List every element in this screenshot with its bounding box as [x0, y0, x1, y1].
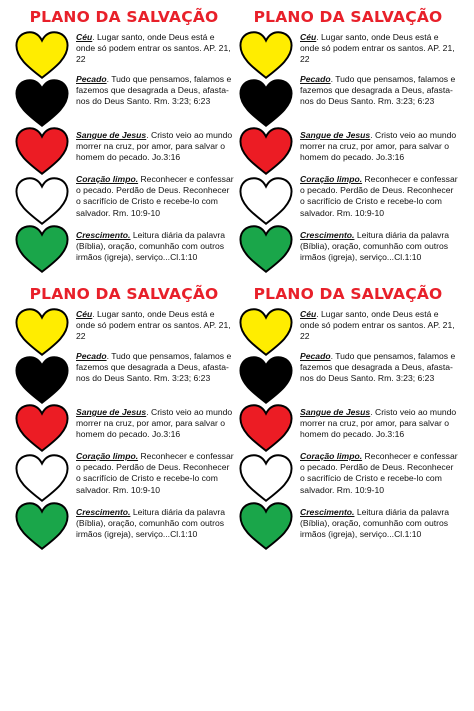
item-text-sangue: Sangue de Jesus. Cristo veio ao mundo morrer na cruz, por amor, para salvar o homem do pecado. Jo.3:16 — [300, 130, 457, 163]
item-text-pecado: Pecado. Tudo que pensamos, falamos e fazemos que desagrada a Deus, afasta-nos do Deus Santo. Rm. 3:23; 6:23 — [76, 351, 232, 384]
yellow-heart-icon — [14, 30, 70, 80]
item-text-crescimento: Crescimento. Leitura diária da palavra (Bíblia), oração, comunhão com outros irmãos (igreja), serviço...Cl.1:10 — [76, 507, 226, 540]
item-text-crescimento: Crescimento. Leitura diária da palavra (Bíblia), oração, comunhão com outros irmãos (igreja), serviço...Cl.1:10 — [76, 230, 226, 263]
black-heart-icon — [238, 355, 294, 405]
item-text-pecado: Pecado. Tudo que pensamos, falamos e fazemos que desagrada a Deus, afasta-nos do Deus Santo. Rm. 3:23; 6:23 — [300, 74, 456, 107]
green-heart-icon — [14, 224, 70, 274]
yellow-heart-icon — [14, 307, 70, 357]
salvation-card-bottom-right — [238, 285, 458, 555]
black-heart-icon — [14, 355, 70, 405]
item-text-coracao: Coração limpo. Reconhecer e confessar o pecado. Perdão de Deus. Reconhecer o sacrifício de Cristo e recebe-lo com salvador. Rm. 10:9-10 — [300, 451, 458, 495]
item-text-coracao: Coração limpo. Reconhecer e confessar o pecado. Perdão de Deus. Reconhecer o sacrifício de Cristo e recebe-lo com salvador. Rm. 10:9-10 — [300, 174, 458, 218]
card-title: PLANO DA SALVAÇÃO — [29, 8, 219, 26]
black-heart-icon — [238, 78, 294, 128]
item-text-pecado: Pecado. Tudo que pensamos, falamos e fazemos que desagrada a Deus, afasta-nos do Deus Santo. Rm. 3:23; 6:23 — [300, 351, 456, 384]
item-text-sangue: Sangue de Jesus. Cristo veio ao mundo morrer na cruz, por amor, para salvar o homem do pecado. Jo.3:16 — [76, 407, 233, 440]
card-title: PLANO DA SALVAÇÃO — [29, 285, 219, 303]
item-text-ceu: Céu. Lugar santo, onde Deus está e onde só podem entrar os santos. AP. 21, 22 — [300, 309, 455, 342]
item-text-coracao: Coração limpo. Reconhecer e confessar o pecado. Perdão de Deus. Reconhecer o sacrifício de Cristo e recebe-lo com salvador. Rm. 10:9-10 — [76, 174, 234, 218]
green-heart-icon — [14, 501, 70, 551]
white-heart-icon — [14, 176, 70, 226]
white-heart-icon — [14, 453, 70, 503]
salvation-card-bottom-left — [14, 285, 234, 555]
card-title: PLANO DA SALVAÇÃO — [253, 285, 443, 303]
item-text-sangue: Sangue de Jesus. Cristo veio ao mundo morrer na cruz, por amor, para salvar o homem do pecado. Jo.3:16 — [76, 130, 233, 163]
item-text-ceu: Céu. Lugar santo, onde Deus está e onde só podem entrar os santos. AP. 21, 22 — [76, 309, 231, 342]
red-heart-icon — [14, 403, 70, 453]
red-heart-icon — [238, 403, 294, 453]
red-heart-icon — [14, 126, 70, 176]
item-text-coracao: Coração limpo. Reconhecer e confessar o pecado. Perdão de Deus. Reconhecer o sacrifício de Cristo e recebe-lo com salvador. Rm. 10:9-10 — [76, 451, 234, 495]
item-text-ceu: Céu. Lugar santo, onde Deus está e onde só podem entrar os santos. AP. 21, 22 — [300, 32, 455, 65]
item-text-sangue: Sangue de Jesus. Cristo veio ao mundo morrer na cruz, por amor, para salvar o homem do pecado. Jo.3:16 — [300, 407, 457, 440]
yellow-heart-icon — [238, 307, 294, 357]
card-title: PLANO DA SALVAÇÃO — [253, 8, 443, 26]
item-text-crescimento: Crescimento. Leitura diária da palavra (Bíblia), oração, comunhão com outros irmãos (igreja), serviço...Cl.1:10 — [300, 230, 450, 263]
white-heart-icon — [238, 176, 294, 226]
yellow-heart-icon — [238, 30, 294, 80]
red-heart-icon — [238, 126, 294, 176]
salvation-card-top-right — [238, 8, 458, 278]
black-heart-icon — [14, 78, 70, 128]
item-text-pecado: Pecado. Tudo que pensamos, falamos e fazemos que desagrada a Deus, afasta-nos do Deus Santo. Rm. 3:23; 6:23 — [76, 74, 232, 107]
green-heart-icon — [238, 501, 294, 551]
green-heart-icon — [238, 224, 294, 274]
item-text-crescimento: Crescimento. Leitura diária da palavra (Bíblia), oração, comunhão com outros irmãos (igreja), serviço...Cl.1:10 — [300, 507, 450, 540]
salvation-card-top-left — [14, 8, 234, 278]
item-text-ceu: Céu. Lugar santo, onde Deus está e onde só podem entrar os santos. AP. 21, 22 — [76, 32, 231, 65]
white-heart-icon — [238, 453, 294, 503]
